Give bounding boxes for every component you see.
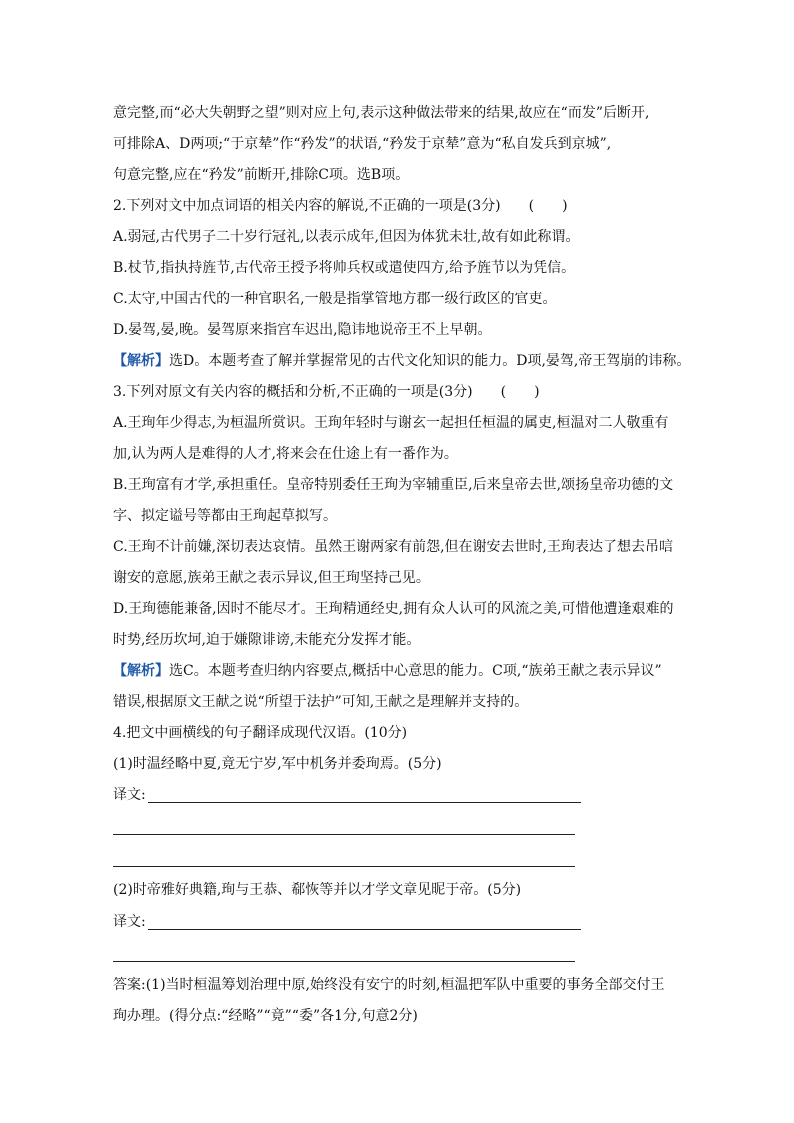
question-3-stem: 3.下列对原文有关内容的概括和分析,不正确的一项是(3分) ( ) xyxy=(113,384,540,400)
question-3-option-line: D.王珣德能兼备,因时不能尽才。王珣精通经史,拥有众人认可的风流之美,可惜他遭逢艰难的 xyxy=(113,601,674,617)
answer-line: 答案:(1)当时桓温筹划治理中原,始终没有安宁的时刻,桓温把军队中重要的事务全部交付王 xyxy=(113,977,665,993)
translation-label: 译文: xyxy=(113,914,146,930)
analysis-text: 选C。本题考查归纳内容要点,概括中心意思的能力。C项,“族弟王献之表示异议” xyxy=(169,663,662,679)
answer-blank-line[interactable] xyxy=(113,961,575,962)
question-2-stem: 2.下列对文中加点词语的相关内容的解说,不正确的一项是(3分) ( ) xyxy=(113,198,568,214)
answer-blank-line[interactable] xyxy=(113,834,575,835)
answer-blank-line[interactable] xyxy=(113,866,575,867)
analysis-line: 可排除A、D两项;“于京辇”作“矜发”的状语,“矜发于京辇”意为“私自发兵到京城”, xyxy=(113,136,612,152)
analysis-text: 选D。本题考查了解并掌握常见的古代文化知识的能力。D项,晏驾,帝王驾崩的讳称。 xyxy=(169,353,691,369)
question-4-sub-2: (2)时帝雅好典籍,珣与王恭、郗恢等并以才学文章见昵于帝。(5分) xyxy=(113,882,522,898)
question-2-option-a: A.弱冠,古代男子二十岁行冠礼,以表示成年,但因为体犹未壮,故有如此称谓。 xyxy=(113,229,580,245)
question-3-option-line: 时势,经历坎坷,迫于嫌隙诽谤,未能充分发挥才能。 xyxy=(113,632,421,648)
answer-blank-line[interactable] xyxy=(148,802,581,803)
question-3-option-line: C.王珣不计前嫌,深切表达哀情。虽然王谢两家有前怨,但在谢安去世时,王珣表达了想去吊唁 xyxy=(113,539,674,555)
analysis-line: 句意完整,应在“矜发”前断开,排除C项。选B项。 xyxy=(113,167,410,183)
analysis-tag: 【解析】 xyxy=(113,663,169,679)
question-3-option-line: 字、拟定谥号等都由王珣起草拟写。 xyxy=(113,508,337,524)
question-3-analysis xyxy=(113,662,662,680)
answer-blank-line[interactable] xyxy=(148,929,581,930)
analysis-tag: 【解析】 xyxy=(113,353,169,369)
question-3-option-line: 谢安的意愿,族弟王献之表示异议,但王珣坚持己见。 xyxy=(113,570,430,586)
question-2-option-b: B.杖节,指执持旌节,古代帝王授予将帅兵权或遣使四方,给予旌节以为凭信。 xyxy=(113,260,576,276)
answer-line: 珣办理。(得分点:“经略”“竟”“委”各1分,句意2分) xyxy=(113,1008,418,1024)
question-3-analysis-cont: 错误,根据原文王献之说“所望于法护”可知,王献之是理解并支持的。 xyxy=(113,694,529,710)
analysis-line: 意完整,而“必大失朝野之望”则对应上句,表示这种做法带来的结果,故应在“而发”后断开, xyxy=(113,105,650,121)
translation-label: 译文: xyxy=(113,787,146,803)
question-3-option-line: A.王珣年少得志,为桓温所赏识。王珣年轻时与谢玄一起担任桓温的属吏,桓温对二人敬重有 xyxy=(113,415,669,431)
question-4-stem: 4.把文中画横线的句子翻译成现代汉语。(10分) xyxy=(113,725,408,741)
question-2-analysis xyxy=(113,352,690,370)
question-3-option-line: 加,认为两人是难得的人才,将来会在仕途上有一番作为。 xyxy=(113,446,458,462)
question-2-option-c: C.太守,中国古代的一种官职名,一般是指掌管地方郡一级行政区的官吏。 xyxy=(113,291,557,307)
question-4-sub-1: (1)时温经略中夏,竟无宁岁,军中机务并委珣焉。(5分) xyxy=(113,756,442,772)
question-3-option-line: B.王珣富有才学,承担重任。皇帝特别委任王珣为宰辅重臣,后来皇帝去世,颂扬皇帝功德的文 xyxy=(113,477,674,493)
question-2-option-d: D.晏驾,晏,晚。晏驾原来指宫车迟出,隐讳地说帝王不上早朝。 xyxy=(113,322,492,338)
